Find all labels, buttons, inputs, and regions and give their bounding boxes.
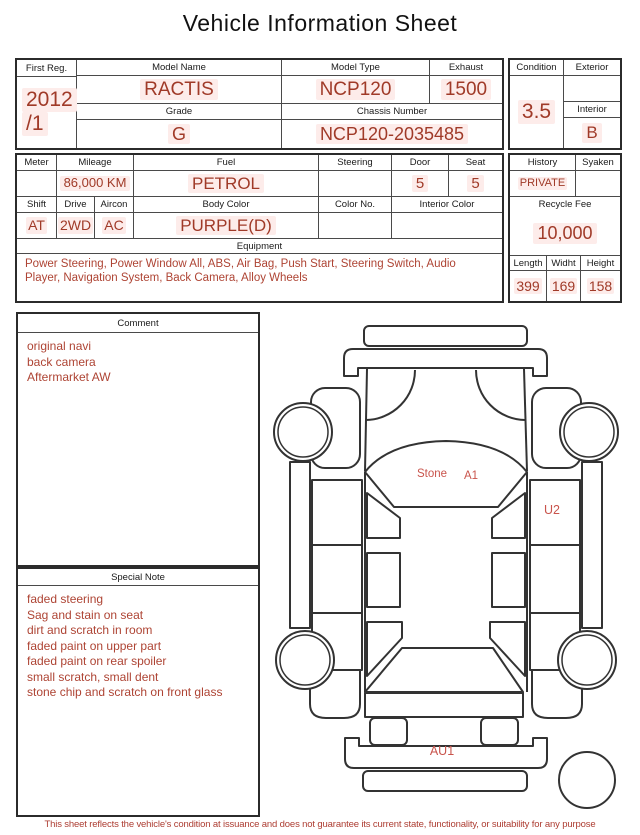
front-left-wheel-inner (278, 407, 328, 457)
recycle-fee-label: Recycle Fee (538, 199, 592, 210)
condition-text: 3.5 (518, 100, 555, 124)
interior-label: Interior (564, 102, 620, 118)
special-note-box (16, 567, 260, 817)
rear-window (365, 648, 523, 692)
recycle-fee-text: 10,000 (533, 223, 596, 244)
aircon-label: Aircon (95, 197, 134, 213)
condition-label: Condition (510, 60, 564, 76)
fuel-label: Fuel (134, 155, 319, 171)
length-label: Length (510, 256, 547, 271)
exhaust-text: 1500 (441, 79, 491, 101)
condition-value (510, 76, 564, 148)
history-text: PRIVATE (519, 177, 566, 190)
model-name-label: Model Name (77, 60, 282, 76)
comment-box (16, 312, 260, 567)
spec-table (15, 153, 504, 303)
width-text: 169 (551, 277, 576, 294)
rear-lower-strip (363, 771, 527, 791)
exhaust-value (430, 76, 502, 104)
page-title: Vehicle Information Sheet (182, 10, 458, 36)
comment-label: Comment (18, 314, 258, 333)
syaken-label: Syaken (576, 155, 620, 171)
meter-value (17, 171, 57, 197)
model-type-text: NCP120 (316, 79, 396, 101)
drive-text: 2WD (59, 217, 92, 234)
chassis-number-value (282, 120, 502, 148)
model-name-value (77, 76, 282, 104)
history-label: History (510, 155, 576, 171)
first-reg-label: First Reg. (17, 60, 76, 77)
fuel-value (134, 171, 319, 197)
footer-disclaimer: This sheet reflects the vehicle's condition at issuance and does not guarantee its current state, functionality, or suitability for any purpose (44, 819, 596, 830)
front-bumper (344, 349, 547, 376)
seat-text: 5 (467, 175, 483, 192)
height-text: 158 (588, 277, 613, 294)
rear-left-door-panel (312, 545, 362, 613)
special-note-label: Special Note (18, 569, 258, 586)
aircon-text: AC (104, 217, 124, 234)
special-note-line: faded steering (27, 592, 104, 606)
mileage-label: Mileage (57, 155, 134, 171)
special-note-line: stone chip and scratch on front glass (27, 685, 223, 699)
body-color-label: Body Color (134, 197, 319, 213)
chassis-number-label: Chassis Number (282, 104, 502, 120)
interior-text: B (582, 123, 601, 143)
tailgate (365, 693, 523, 717)
front-right-wheel-inner (564, 407, 614, 457)
right-wheel-arch (476, 370, 525, 420)
aircon-value (95, 213, 134, 239)
annotation-stone: Stone (416, 468, 448, 480)
rear-right-door-panel (530, 545, 580, 613)
left-wheel-arch (366, 370, 415, 420)
rear-left-window (367, 553, 400, 607)
special-note-line: Sag and stain on seat (27, 607, 144, 622)
drive-value (57, 213, 95, 239)
chassis-number-text: NCP120-2035485 (316, 124, 468, 145)
comment-line: Aftermarket AW (27, 370, 111, 384)
first-reg-year: 2012 (22, 88, 77, 112)
rear-right-wheel-inner (562, 635, 612, 685)
comment-content (18, 333, 258, 386)
drive-label: Drive (57, 197, 95, 213)
mileage-text: 86,000 KM (60, 176, 131, 191)
color-no-label: Color No. (319, 197, 392, 213)
door-value (392, 171, 449, 197)
height-label: Height (581, 256, 620, 271)
front-left-door-panel (312, 480, 362, 545)
first-reg-value (17, 76, 77, 148)
model-name-text: RACTIS (140, 79, 218, 101)
top-left-table (15, 58, 504, 150)
special-note-content (18, 586, 258, 701)
meter-label: Meter (17, 155, 57, 171)
interior-color-label: Interior Color (392, 197, 502, 213)
body-color-value (134, 213, 319, 239)
equipment-value: Power Steering, Power Window All, ABS, Air Bag, Push Start, Steering Switch, Audio Player, Navigation System, Back Camera, Alloy Wheels (25, 258, 456, 284)
mileage-value (57, 171, 134, 197)
front-grille-strip (364, 326, 527, 346)
length-value (510, 271, 547, 301)
body-color-text: PURPLE(D) (176, 216, 276, 236)
steering-label: Steering (319, 155, 392, 171)
door-text: 5 (412, 175, 428, 192)
height-value (581, 271, 620, 301)
interior-color-value (392, 213, 502, 239)
recycle-fee-value (510, 212, 620, 256)
color-no-value (319, 213, 392, 239)
width-value (547, 271, 581, 301)
door-label: Door (392, 155, 449, 171)
width-label: Widht (547, 256, 581, 271)
syaken-value (576, 171, 620, 197)
grade-label: Grade (77, 104, 282, 120)
model-type-value (282, 76, 430, 104)
history-value (510, 171, 576, 197)
annotation-a1: A1 (463, 470, 479, 482)
comment-line: back camera (27, 354, 96, 369)
equipment-label: Equipment (17, 239, 502, 254)
comment-line: original navi (27, 339, 92, 353)
grade-text: G (168, 124, 190, 145)
car-outline (274, 326, 618, 808)
history-fee-table (508, 153, 622, 303)
rear-left-wheel-inner (280, 635, 330, 685)
fuel-text: PETROL (188, 174, 264, 194)
condition-table (508, 58, 622, 150)
model-type-label: Model Type (282, 60, 430, 76)
length-text: 399 (516, 277, 540, 294)
seat-label: Seat (449, 155, 502, 171)
exterior-label: Exterior (564, 60, 620, 76)
left-sill (290, 462, 310, 628)
exhaust-label: Exhaust (430, 60, 502, 76)
annotation-u2: U2 (544, 503, 560, 517)
right-sill (582, 462, 602, 628)
seat-value (449, 171, 502, 197)
rear-right-window (492, 553, 525, 607)
special-note-line: dirt and scratch in room (27, 623, 153, 637)
exterior-value (564, 76, 620, 102)
grade-value (77, 120, 282, 148)
right-tail-light (481, 718, 518, 745)
shift-label: Shift (17, 197, 57, 213)
annotation-au1: AU1 (429, 744, 455, 758)
left-tail-light (370, 718, 407, 745)
first-reg-cell (17, 60, 77, 148)
steering-value (319, 171, 392, 197)
first-reg-month: /1 (22, 112, 48, 136)
interior-value (564, 118, 620, 148)
shift-text: AT (28, 217, 45, 234)
car-damage-diagram (265, 308, 640, 820)
special-note-line: faded paint on rear spoiler (27, 654, 167, 668)
shift-value (17, 213, 57, 239)
spare-wheel (559, 752, 615, 808)
special-note-line: faded paint on upper part (27, 638, 162, 653)
special-note-line: small scratch, small dent (27, 669, 159, 684)
